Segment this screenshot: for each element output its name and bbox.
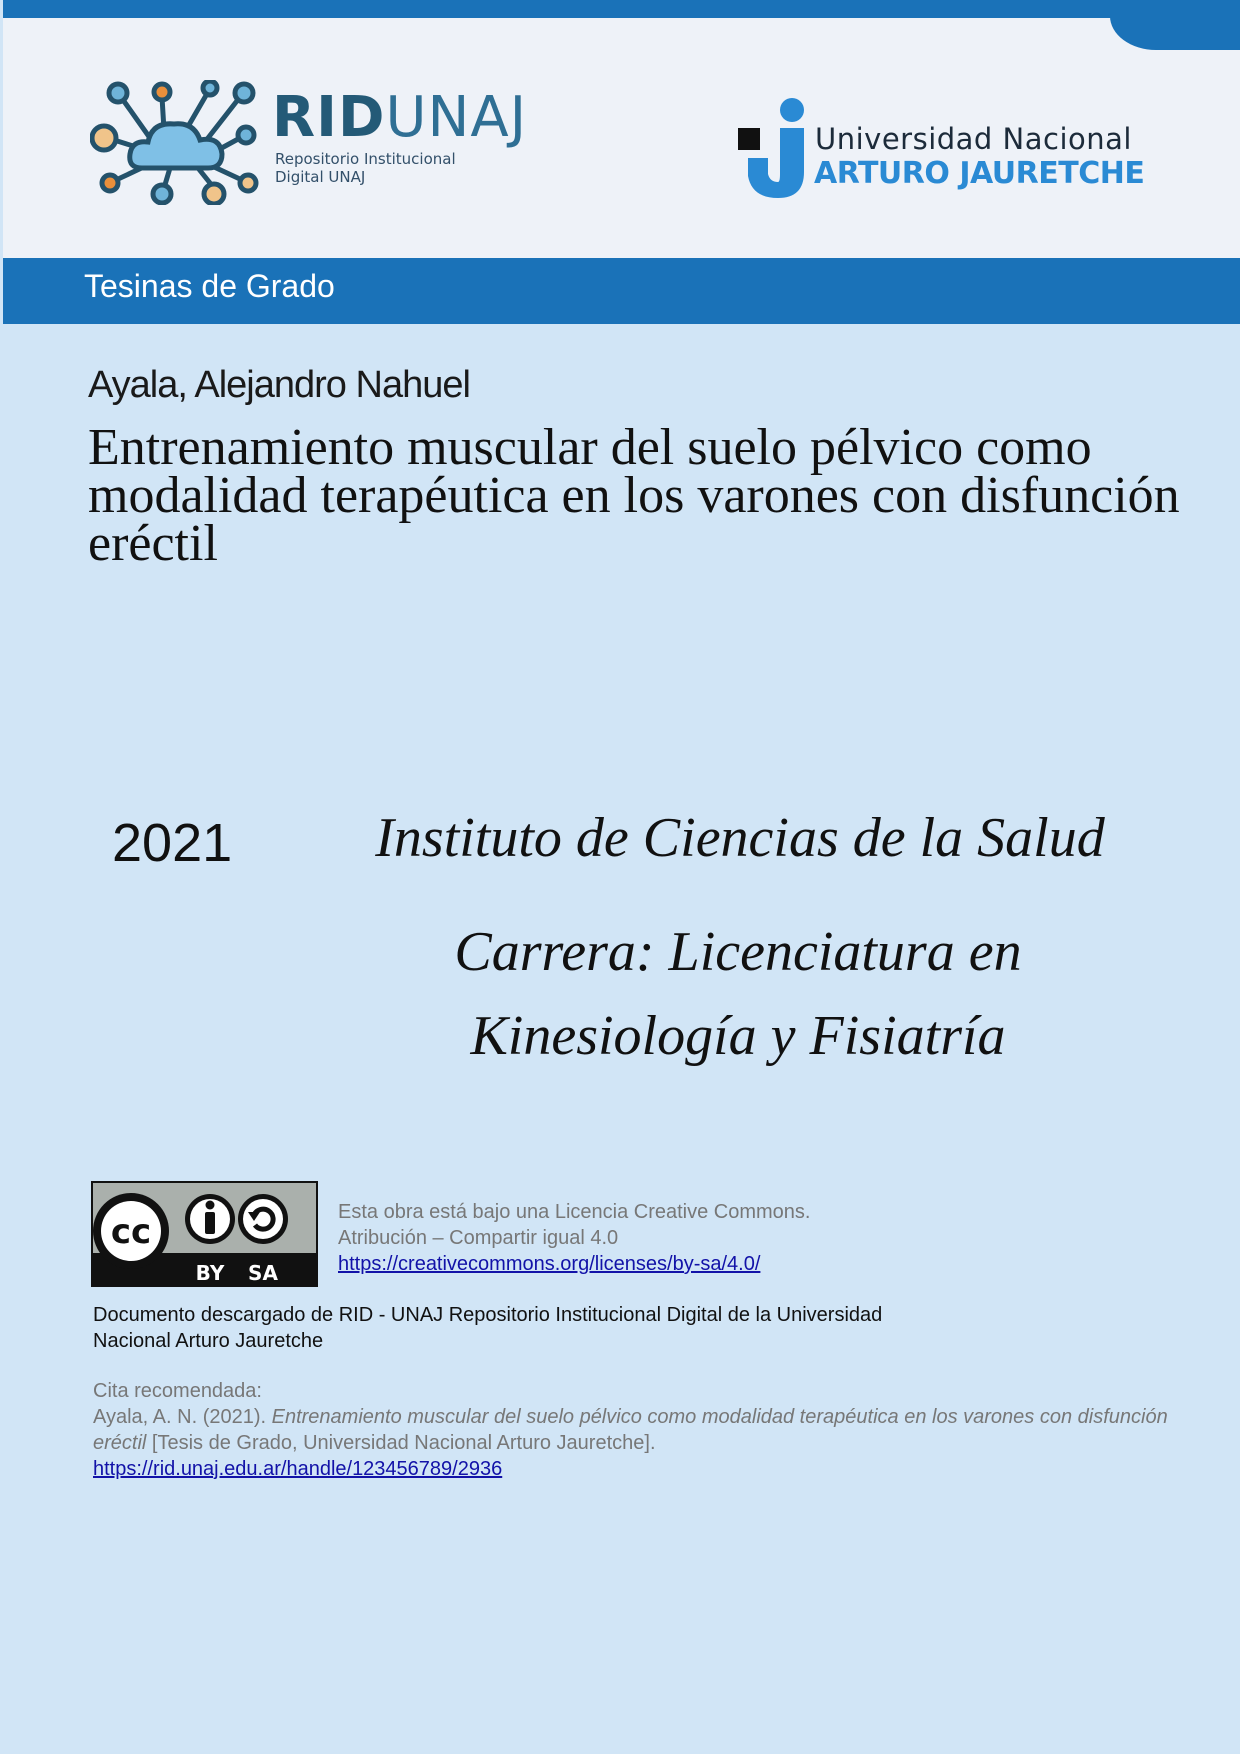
rid-logo-subtitle — [275, 150, 456, 186]
citation — [93, 1378, 1173, 1482]
cc-badge-cc: cc — [110, 1212, 152, 1252]
creative-commons-by-sa-icon — [91, 1181, 318, 1287]
institute-name: Instituto de Ciencias de la Salud — [375, 807, 1105, 869]
document-year: 2021 — [112, 813, 233, 873]
license-line1: Esta obra está bajo una Licencia Creative Commons. — [338, 1201, 811, 1223]
license-line2: Atribución – Compartir igual 4.0 — [338, 1227, 619, 1249]
rid-logo-text — [272, 85, 528, 150]
top-accent-corner — [1110, 10, 1240, 50]
section-band-label: Tesinas de Grado — [84, 268, 335, 304]
unaj-name-line2: ARTURO JAURETCHE — [814, 156, 1145, 191]
document-title: Entrenamiento muscular del suelo pélvico como modalidad terapéutica en los varones con disfunción eréctil — [88, 419, 1180, 572]
license-text — [338, 1199, 810, 1277]
citation-link[interactable]: https://rid.unaj.edu.ar/handle/123456789/2936 — [93, 1458, 503, 1480]
career-name: Carrera: Licenciatura en Kinesiología y Fisiatría — [454, 921, 1022, 1067]
cc-badge-by: BY — [195, 1261, 225, 1285]
author-name: Ayala, Alejandro Nahuel — [88, 364, 470, 406]
top-accent-bar — [3, 0, 1240, 18]
unaj-name-line1: Universidad Nacional — [815, 122, 1132, 156]
cc-badge-sa: SA — [248, 1261, 278, 1285]
rid-subtitle-line2: Digital UNAJ — [275, 168, 366, 186]
unaj-j-icon — [738, 96, 810, 200]
rid-logo-bold: RID — [272, 85, 386, 150]
citation-prefix: Ayala, A. N. (2021). — [93, 1406, 272, 1428]
license-link[interactable]: https://creativecommons.org/licenses/by-sa/4.0/ — [338, 1253, 761, 1275]
rid-subtitle-line1: Repositorio Institucional — [275, 150, 456, 168]
network-cloud-icon — [90, 80, 262, 205]
download-note: Documento descargado de RID - UNAJ Repositorio Institucional Digital de la Universidad Nacional Arturo Jauretche — [93, 1304, 883, 1352]
rid-logo-light: UNAJ — [385, 85, 528, 150]
citation-suffix: [Tesis de Grado, Universidad Nacional Arturo Jauretche]. — [146, 1432, 656, 1454]
citation-heading: Cita recomendada: — [93, 1380, 262, 1402]
citation-title: Entrenamiento muscular del suelo pélvico como modalidad terapéutica en los varones con disfunción eréctil — [93, 1406, 1168, 1454]
citation-text — [93, 1404, 1173, 1456]
